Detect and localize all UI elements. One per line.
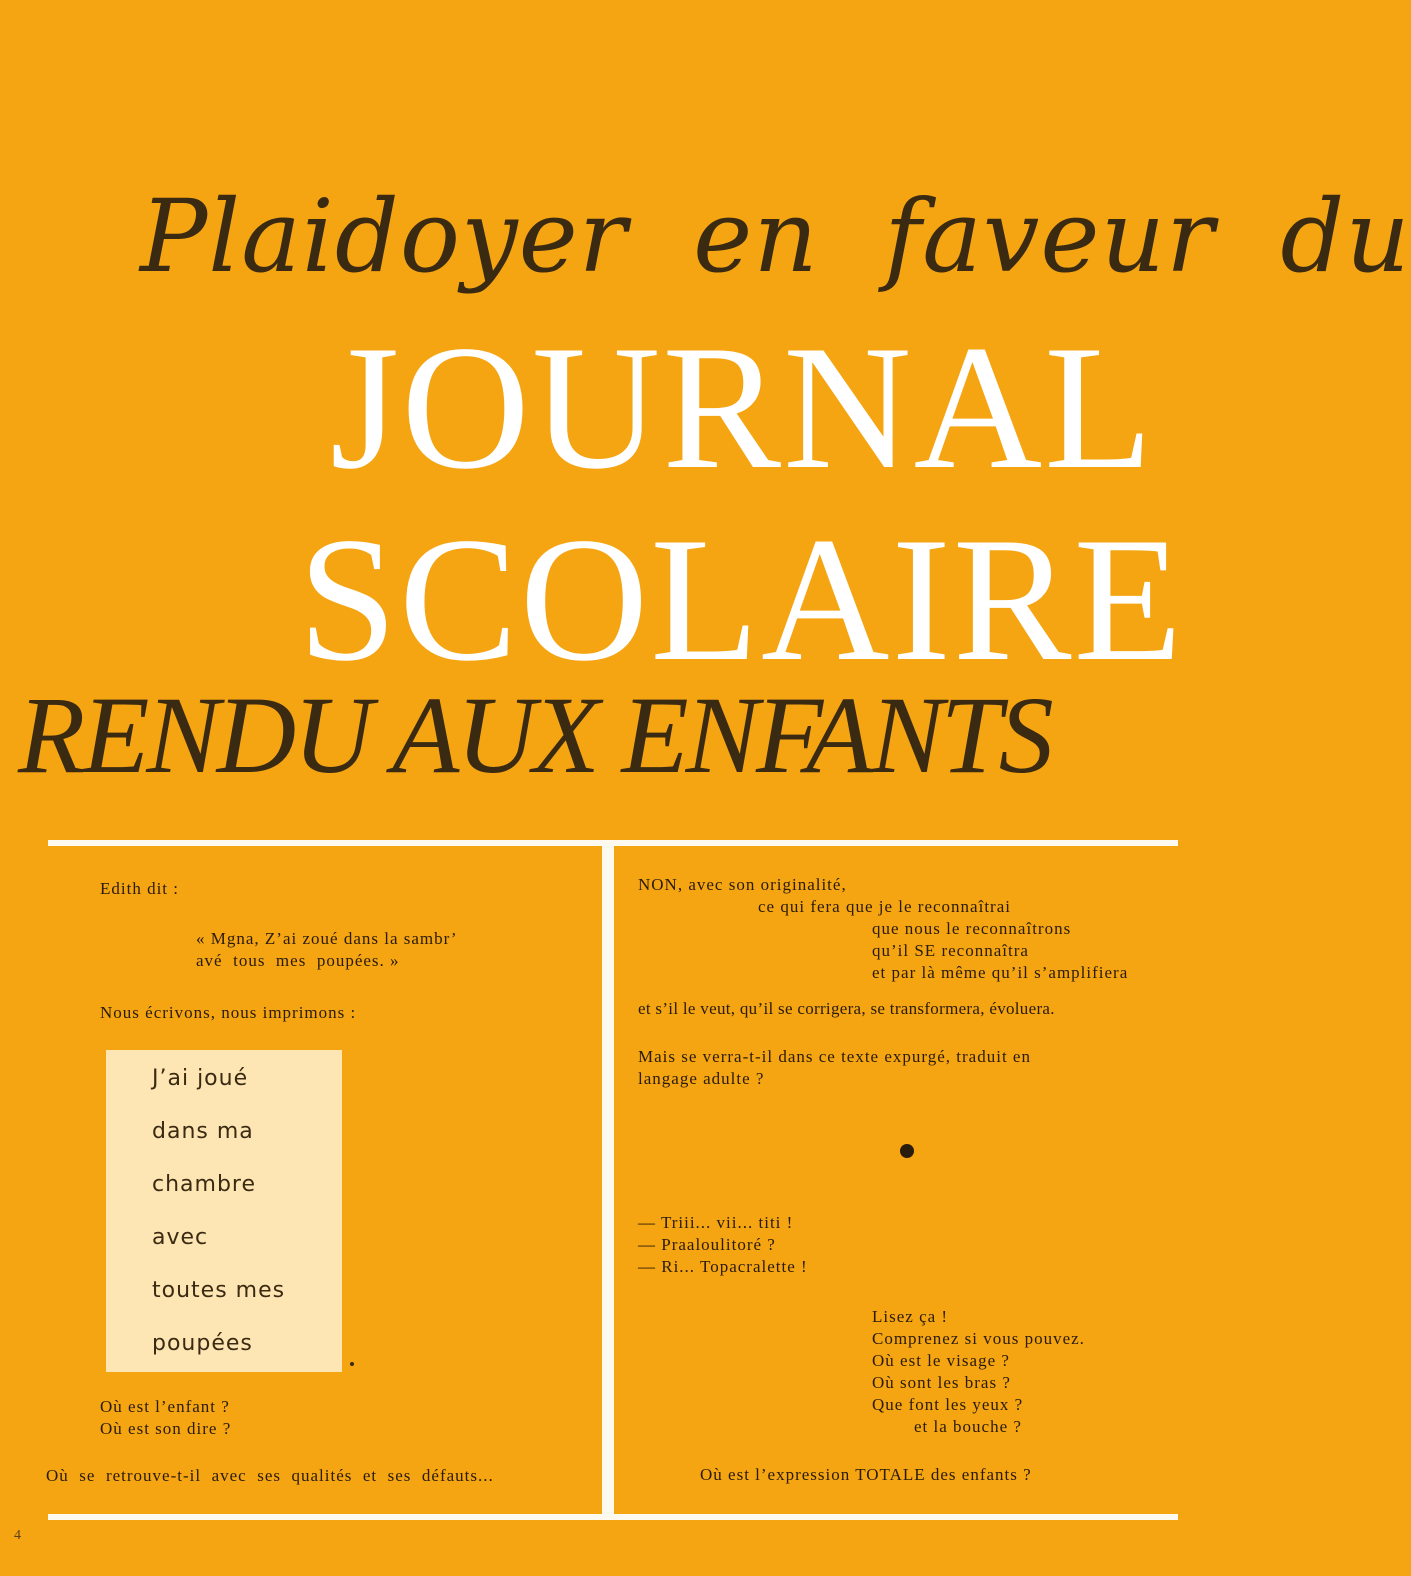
bottom-divider [48, 1514, 1178, 1520]
dialog-line-1: — Triii... vii... titi ! [638, 1213, 794, 1232]
read-line-3: Où est le visage ? [872, 1351, 1010, 1370]
right-line-4: qu’il SE reconnaîtra [872, 941, 1029, 960]
left-question-1: Où est l’enfant ? [100, 1397, 230, 1416]
title-line-journal: JOURNAL [330, 308, 1155, 506]
read-line-5: Que font les yeux ? [872, 1395, 1024, 1414]
quote-line-1: « Mgna, Z’ai zoué dans la sambr’ [196, 929, 458, 948]
right-line-2: ce qui fera que je le reconnaîtrai [758, 897, 1011, 916]
period-dot [350, 1362, 354, 1366]
card-line: J’ai joué [152, 1066, 249, 1091]
dialog-line-2: — Praaloulitoré ? [638, 1235, 776, 1254]
card-line: chambre [152, 1172, 257, 1197]
section-bullet [900, 1144, 914, 1158]
quote-line-2: avé tous mes poupées. » [196, 951, 400, 970]
card-line: poupées [152, 1331, 253, 1356]
left-closing: Où se retrouve-t-il avec ses qualités et ses défauts... [46, 1466, 494, 1485]
left-we-write: Nous écrivons, nous imprimons : [100, 1003, 357, 1022]
title-line-plaidoyer: Plaidoyer en faveur du [140, 178, 1411, 295]
title-line-rendu: RENDU AUX ENFANTS [18, 674, 1051, 796]
right-closing: Où est l’expression TOTALE des enfants ? [700, 1465, 1032, 1484]
dialog-line-3: — Ri... Topacralette ! [638, 1257, 808, 1276]
right-line-1: NON, avec son originalité, [638, 875, 847, 894]
page-number: 4 [14, 1528, 21, 1543]
right-line-5: et par là même qu’il s’amplifiera [872, 963, 1129, 982]
title-line-scolaire: SCOLAIRE [298, 500, 1185, 698]
card-line: avec [152, 1225, 209, 1250]
printed-text-card [106, 1050, 342, 1372]
card-line: dans ma [152, 1119, 254, 1144]
read-line-1: Lisez ça ! [872, 1307, 949, 1326]
right-line-8: langage adulte ? [638, 1069, 765, 1088]
read-line-2: Comprenez si vous pouvez. [872, 1329, 1085, 1348]
read-line-4: Où sont les bras ? [872, 1373, 1011, 1392]
left-question-2: Où est son dire ? [100, 1419, 232, 1438]
card-line: toutes mes [152, 1278, 286, 1303]
left-intro: Edith dit : [100, 879, 179, 898]
read-line-6: et la bouche ? [914, 1417, 1022, 1436]
right-line-3: que nous le reconnaîtrons [872, 919, 1072, 938]
column-divider [602, 846, 614, 1514]
right-line-7: Mais se verra-t-il dans ce texte expurgé, traduit en [638, 1047, 1031, 1066]
right-line-6: et s’il le veut, qu’il se corrigera, se transformera, évoluera. [638, 999, 1055, 1018]
